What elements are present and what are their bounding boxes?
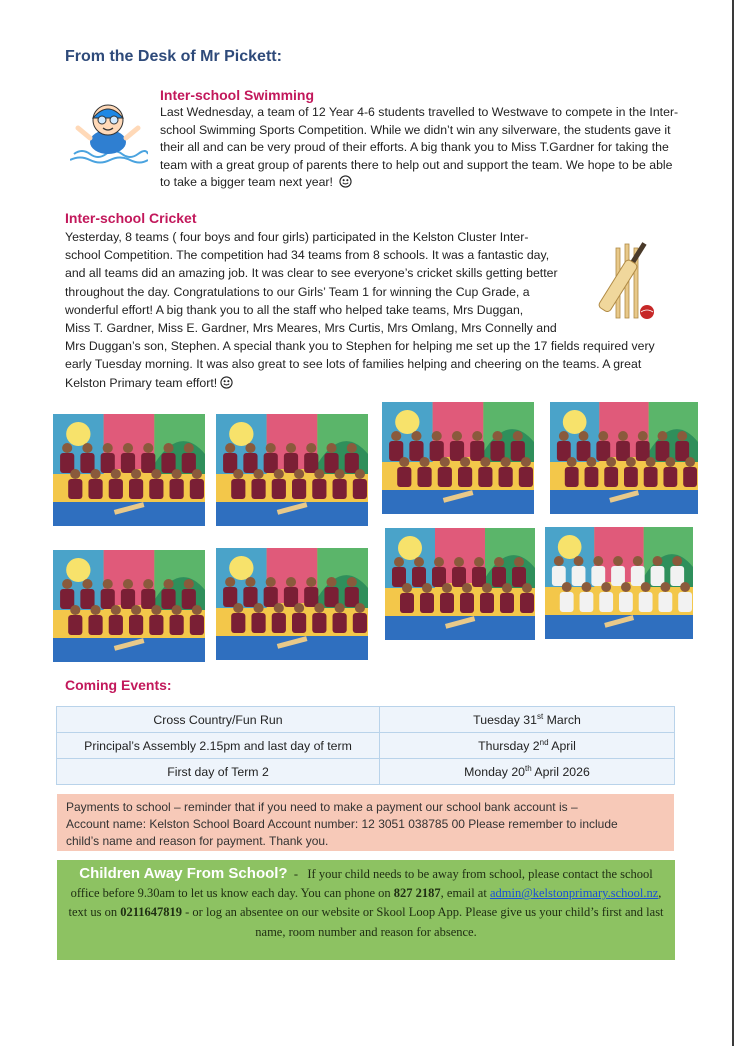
payment-line: child’s name and reason for payment. Thank you. xyxy=(66,834,329,848)
smiley-icon xyxy=(220,376,233,389)
team-photo xyxy=(216,414,368,526)
events-table xyxy=(56,706,675,785)
cricket-line: Yesterday, 8 teams ( four boys and four girls) participated in the Kelston Cluster Inter- xyxy=(65,230,529,244)
absence-text: , text us on xyxy=(68,886,662,920)
swimmer-illustration xyxy=(70,98,148,168)
cricket-line: school Competition. The competition had 34 teams from 8 schools. It was a fantastic day, xyxy=(65,248,550,263)
cricket-heading: Inter-school Cricket xyxy=(65,210,197,226)
payment-line: Payments to school – reminder that if you need to make a payment our school bank account is – xyxy=(66,800,578,814)
event-name: Cross Country/Fun Run xyxy=(57,707,380,733)
team-photo xyxy=(53,550,205,662)
team-photo xyxy=(382,402,534,514)
payment-notice xyxy=(57,794,674,851)
team-photo xyxy=(550,402,698,514)
cricket-line: wonderful effort! A big thank you to all the staff who helped take teams, Mrs Duggan, xyxy=(65,302,524,317)
smiley-icon xyxy=(339,175,352,188)
absence-text: - or log an absentee on our website or Skool Loop App. Please give us your child’s first and last name, room number and reason for absence. xyxy=(182,905,664,939)
absence-notice xyxy=(57,860,675,960)
events-heading: Coming Events: xyxy=(65,677,172,693)
text-number: 0211647819 xyxy=(120,905,183,920)
absence-text: If your child needs to be away from school, please contact the school office before 9.30am to let us know each day. You can phone on xyxy=(70,867,653,901)
cricket-line: and all teams did an amazing job. It was clear to see everyone’s cricket skills getting better xyxy=(65,266,558,281)
swimming-heading: Inter-school Swimming xyxy=(160,87,315,103)
cricket-line: Kelston Primary team effort! xyxy=(65,375,218,390)
table-row xyxy=(57,733,675,759)
cricket-line-last xyxy=(65,374,685,392)
table-row xyxy=(57,759,675,785)
absence-dash: - xyxy=(287,867,308,881)
email-link[interactable]: admin@kelstonprimary.school.nz xyxy=(489,886,659,901)
team-photo xyxy=(385,528,535,640)
phone-number: 827 2187 xyxy=(393,886,441,901)
payment-line: Account name: Kelston School Board Account number: 12 3051 038785 00 Please remember to include xyxy=(66,817,618,831)
absence-title: Children Away From School? xyxy=(79,865,288,882)
event-name: First day of Term 2 xyxy=(57,759,380,785)
cricket-line: throughout the day. Congratulations to our Girls’ Team 1 for winning the Cup Grade, a xyxy=(65,284,530,299)
event-date: Tuesday 31st March xyxy=(380,707,675,733)
team-photo xyxy=(216,548,368,660)
cricket-bat-ball-icon xyxy=(592,236,662,326)
event-date: Monday 20th April 2026 xyxy=(380,759,675,785)
swimming-paragraph xyxy=(160,104,680,192)
table-row xyxy=(57,707,675,733)
team-photo xyxy=(545,527,693,639)
event-date: Thursday 2nd April xyxy=(380,733,675,759)
team-photo xyxy=(53,414,205,526)
absence-text: , email at xyxy=(440,886,490,901)
cricket-line: early Tuesday morning. It was also great to see lots of families helping and cheering on the teams. A great xyxy=(65,357,642,372)
swimming-text: Last Wednesday, a team of 12 Year 4-6 students travelled to Westwave to compete in the Inter-school Swimming Sports Competition. While we didn’t win any silverware, the students gave it their all and can be very proud of their efforts. A big thank you to Miss T.Gardner for taking the team with a great group of parents there to help out and support the team. We hope to be able to take a bigger team next year! xyxy=(160,105,679,190)
page-title: From the Desk of Mr Pickett: xyxy=(65,48,282,65)
cricket-line: Mrs Duggan’s son, Stephen. A special thank you to Stephen for helping me set up the 17 fields required very xyxy=(65,339,655,354)
cricket-line: Miss T. Gardner, Miss E. Gardner, Mrs Meares, Mrs Curtis, Mrs Omlang, Mrs Connelly and xyxy=(65,321,557,336)
event-name: Principal’s Assembly 2.15pm and last day of term xyxy=(57,733,380,759)
page-edge-line xyxy=(732,0,734,1046)
